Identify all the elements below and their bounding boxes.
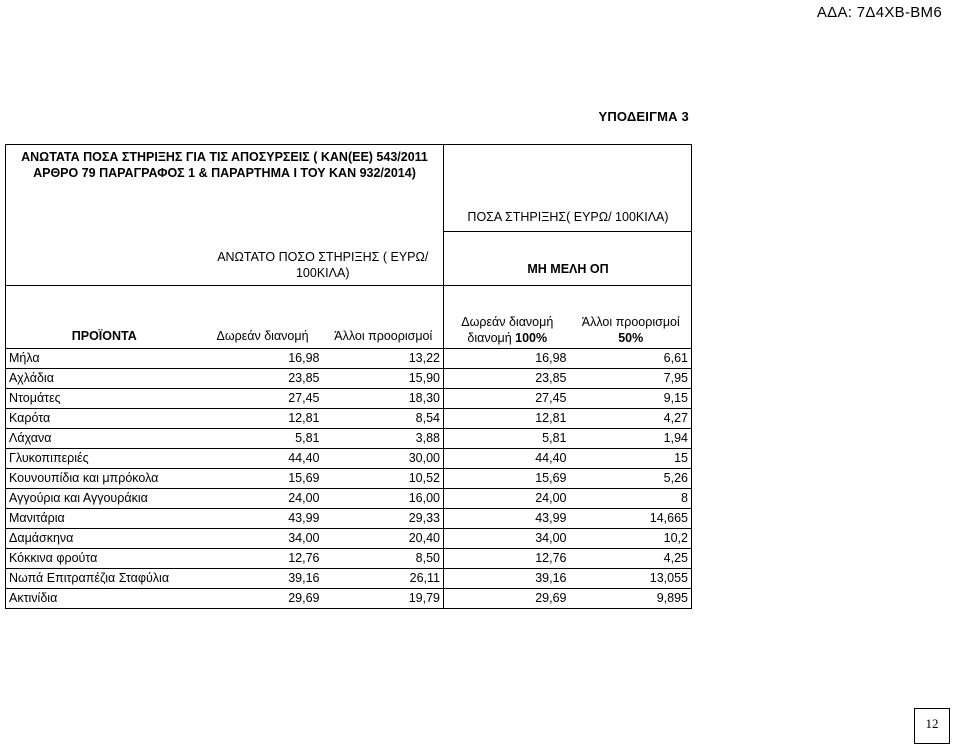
column-header-free-distribution-100-text: Δωρεάν διανομή [461, 314, 554, 329]
table-row [6, 348, 692, 368]
value-free-distribution: 29,69 [202, 588, 323, 608]
table-row [6, 588, 692, 608]
value-other-destinations-50: 4,27 [570, 408, 692, 428]
product-name: Κόκκινα φρούτα [6, 548, 202, 568]
page-number: 12 [914, 708, 950, 744]
non-members-heading: ΜΗ ΜΕΛΗ ΟΠ [444, 231, 692, 285]
value-other-destinations: 20,40 [323, 528, 444, 548]
table-row [6, 428, 692, 448]
value-other-destinations: 16,00 [323, 488, 444, 508]
value-other-destinations: 10,52 [323, 468, 444, 488]
value-free-distribution-100: 12,76 [444, 548, 570, 568]
sample-label: ΥΠΟΔΕΙΓΜΑ 3 [598, 109, 689, 124]
value-other-destinations: 30,00 [323, 448, 444, 468]
value-free-distribution: 24,00 [202, 488, 323, 508]
table-row [6, 528, 692, 548]
column-header-free-distribution-100: Δωρεάν διανομή διανομή 100% [461, 314, 554, 345]
value-other-destinations-50: 9,895 [570, 588, 692, 608]
table-row [6, 568, 692, 588]
value-free-distribution: 44,40 [202, 448, 323, 468]
value-other-destinations-50: 5,26 [570, 468, 692, 488]
column-header-other-destinations-50-pct: 50% [618, 330, 644, 345]
value-free-distribution-100: 43,99 [444, 508, 570, 528]
value-free-distribution: 34,00 [202, 528, 323, 548]
column-header-free-distribution: Δωρεάν διανομή [202, 285, 323, 348]
table-row [6, 368, 692, 388]
value-free-distribution-100: 44,40 [444, 448, 570, 468]
value-other-destinations-50: 4,25 [570, 548, 692, 568]
value-other-destinations: 13,22 [323, 348, 444, 368]
product-name: Ακτινίδια [6, 588, 202, 608]
column-header-other-destinations: Άλλοι προορισμοί [323, 285, 444, 348]
product-name: Γλυκοπιπεριές [6, 448, 202, 468]
value-free-distribution: 12,81 [202, 408, 323, 428]
product-name: Μήλα [6, 348, 202, 368]
table-title: ΑΝΩΤΑΤΑ ΠΟΣΑ ΣΤΗΡΙΞΗΣ ΓΙΑ ΤΙΣ ΑΠΟΣΥΡΣΕΙΣ ( ΚΑΝ(ΕΕ) 543/2011 ΑΡΘΡΟ 79 ΠΑΡΑΓΡΑΦΟΣ 1 & ΠΑΡΑΡΤΗΜΑ Ι ΤΟΥ ΚΑΝ 932/2014) [6, 145, 444, 232]
support-amounts-table [5, 144, 692, 609]
value-free-distribution-100: 12,81 [444, 408, 570, 428]
value-free-distribution: 16,98 [202, 348, 323, 368]
table-row [6, 488, 692, 508]
value-free-distribution-100: 16,98 [444, 348, 570, 368]
value-other-destinations: 18,30 [323, 388, 444, 408]
table-row [6, 508, 692, 528]
column-header-other-destinations-50 [570, 285, 692, 348]
product-name: Αγγούρια και Αγγουράκια [6, 488, 202, 508]
product-name: Καρότα [6, 408, 202, 428]
document-ada-code: ΑΔΑ: 7Δ4ΧΒ-ΒΜ6 [816, 4, 942, 21]
value-other-destinations-50: 10,2 [570, 528, 692, 548]
product-name: Αχλάδια [6, 368, 202, 388]
column-header-other-destinations-50-text: Άλλοι προορισμοί [581, 314, 680, 329]
value-other-destinations: 8,54 [323, 408, 444, 428]
product-name: Κουνουπίδια και μπρόκολα [6, 468, 202, 488]
value-other-destinations: 19,79 [323, 588, 444, 608]
value-free-distribution-100: 27,45 [444, 388, 570, 408]
value-free-distribution: 5,81 [202, 428, 323, 448]
value-other-destinations: 26,11 [323, 568, 444, 588]
max-support-heading: ΑΝΩΤΑΤΟ ΠΟΣΟ ΣΤΗΡΙΞΗΣ ( ΕΥΡΩ/ 100ΚΙΛΑ) [202, 231, 444, 285]
product-name: Ντομάτες [6, 388, 202, 408]
value-other-destinations-50: 8 [570, 488, 692, 508]
value-free-distribution-100: 23,85 [444, 368, 570, 388]
product-name: Μανιτάρια [6, 508, 202, 528]
value-free-distribution: 27,45 [202, 388, 323, 408]
value-free-distribution-100: 39,16 [444, 568, 570, 588]
column-header-product: ΠΡΟΪΟΝΤΑ [6, 285, 202, 348]
value-other-destinations: 29,33 [323, 508, 444, 528]
value-free-distribution: 39,16 [202, 568, 323, 588]
support-amounts-heading: ΠΟΣΑ ΣΤΗΡΙΞΗΣ( ΕΥΡΩ/ 100ΚΙΛΑ) [444, 145, 692, 232]
value-free-distribution: 15,69 [202, 468, 323, 488]
table-row [6, 408, 692, 428]
value-other-destinations: 3,88 [323, 428, 444, 448]
value-other-destinations-50: 6,61 [570, 348, 692, 368]
value-free-distribution: 23,85 [202, 368, 323, 388]
value-free-distribution-100: 15,69 [444, 468, 570, 488]
value-other-destinations-50: 1,94 [570, 428, 692, 448]
value-free-distribution-100: 34,00 [444, 528, 570, 548]
column-header-free-distribution-100-pct: 100% [515, 330, 548, 345]
value-other-destinations-50: 14,665 [570, 508, 692, 528]
table-row [6, 448, 692, 468]
value-free-distribution: 12,76 [202, 548, 323, 568]
value-free-distribution: 43,99 [202, 508, 323, 528]
table-row [6, 468, 692, 488]
table-row [6, 388, 692, 408]
value-other-destinations-50: 15 [570, 448, 692, 468]
value-free-distribution-100: 5,81 [444, 428, 570, 448]
product-name: Νωπά Επιτραπέζια Σταφύλια [6, 568, 202, 588]
product-name: Δαμάσκηνα [6, 528, 202, 548]
product-name: Λάχανα [6, 428, 202, 448]
value-other-destinations-50: 9,15 [570, 388, 692, 408]
value-other-destinations: 15,90 [323, 368, 444, 388]
blank-cell [6, 231, 202, 285]
table-row [6, 548, 692, 568]
value-other-destinations: 8,50 [323, 548, 444, 568]
value-other-destinations-50: 7,95 [570, 368, 692, 388]
value-free-distribution-100: 24,00 [444, 488, 570, 508]
value-free-distribution-100: 29,69 [444, 588, 570, 608]
value-other-destinations-50: 13,055 [570, 568, 692, 588]
